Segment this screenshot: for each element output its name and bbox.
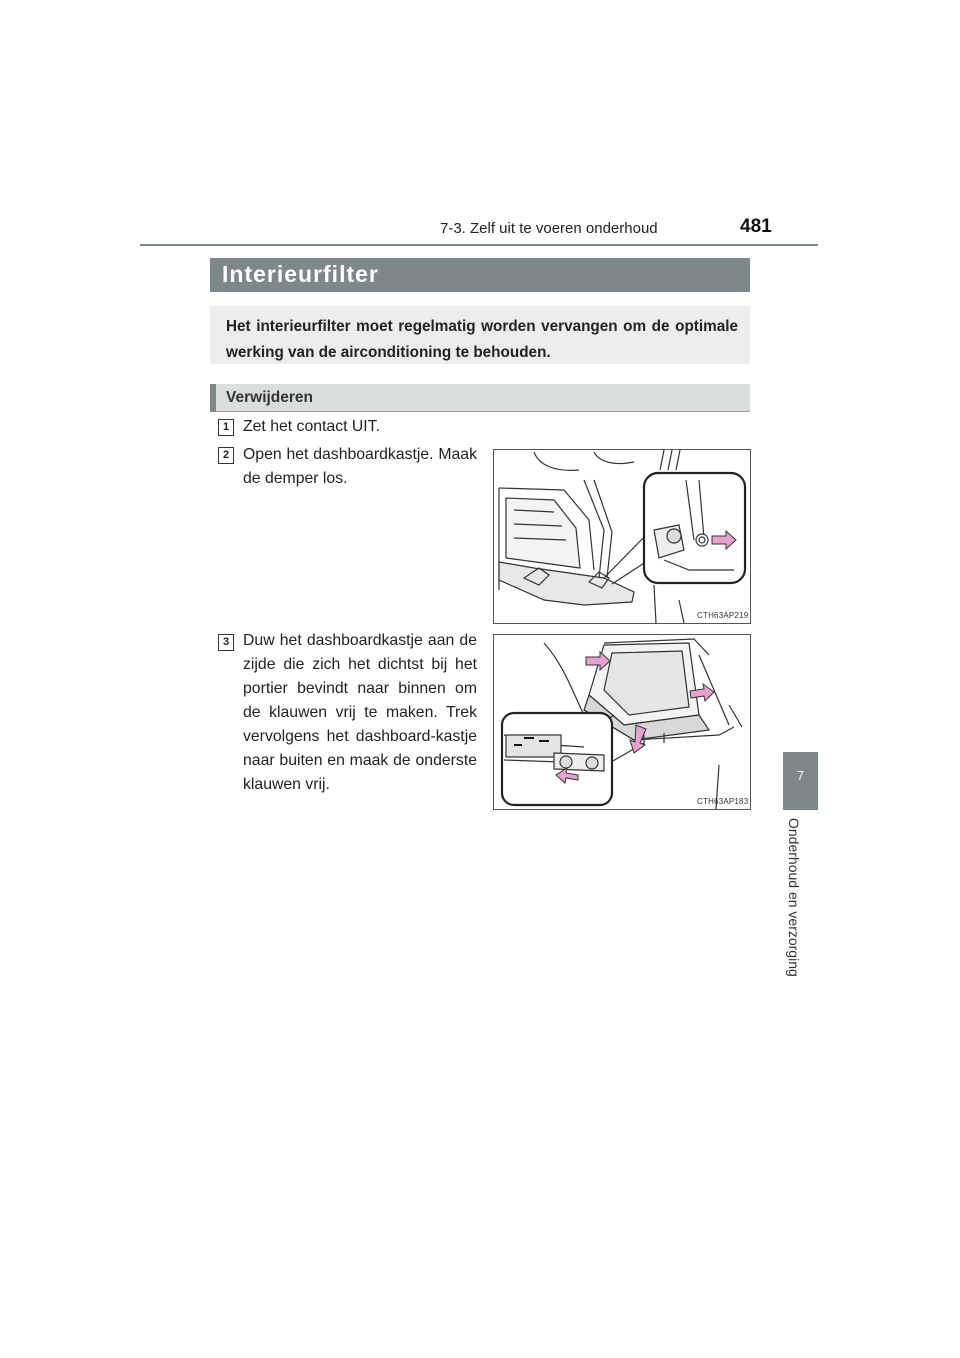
figure-glovebox-removal [493,634,751,810]
header-rule [140,244,818,246]
step-number: 2 [218,447,234,464]
subheading-accent [210,384,216,412]
intro-text: Het interieurfilter moet regelmatig worden vervangen om de optimale werking van de airconditioning te behouden. [226,318,738,361]
figure-code: CTH63AP219 [697,611,749,620]
chapter-number: 7 [796,768,805,783]
figure-code: CTH63AP183 [697,797,749,806]
step-text: Open het dashboardkastje. Maak de demper los. [243,446,477,487]
glovebox-damper-illustration [494,450,750,623]
subheading: Verwijderen [226,389,314,406]
step-text: Zet het contact UIT. [243,418,380,435]
running-header: 7-3. Zelf uit te voeren onderhoud [440,220,658,237]
glovebox-removal-illustration [494,635,750,809]
chapter-label: Onderhoud en verzorging [786,818,802,977]
step-number: 3 [218,634,234,651]
figure-glovebox-damper [493,449,751,624]
page-number: 481 [740,216,772,237]
step-number: 1 [218,419,234,436]
page-title: Interieurfilter [222,261,379,287]
chapter-label-container [764,808,836,1008]
step-text: Duw het dashboardkastje aan de zijde die zich het dichtst bij het portier bevindt naar binnen om de klauwen vrij te maken. Trek vervolgens het dashboard-kastje naar buiten en maak de onderste klauwen vrij. [243,632,477,793]
